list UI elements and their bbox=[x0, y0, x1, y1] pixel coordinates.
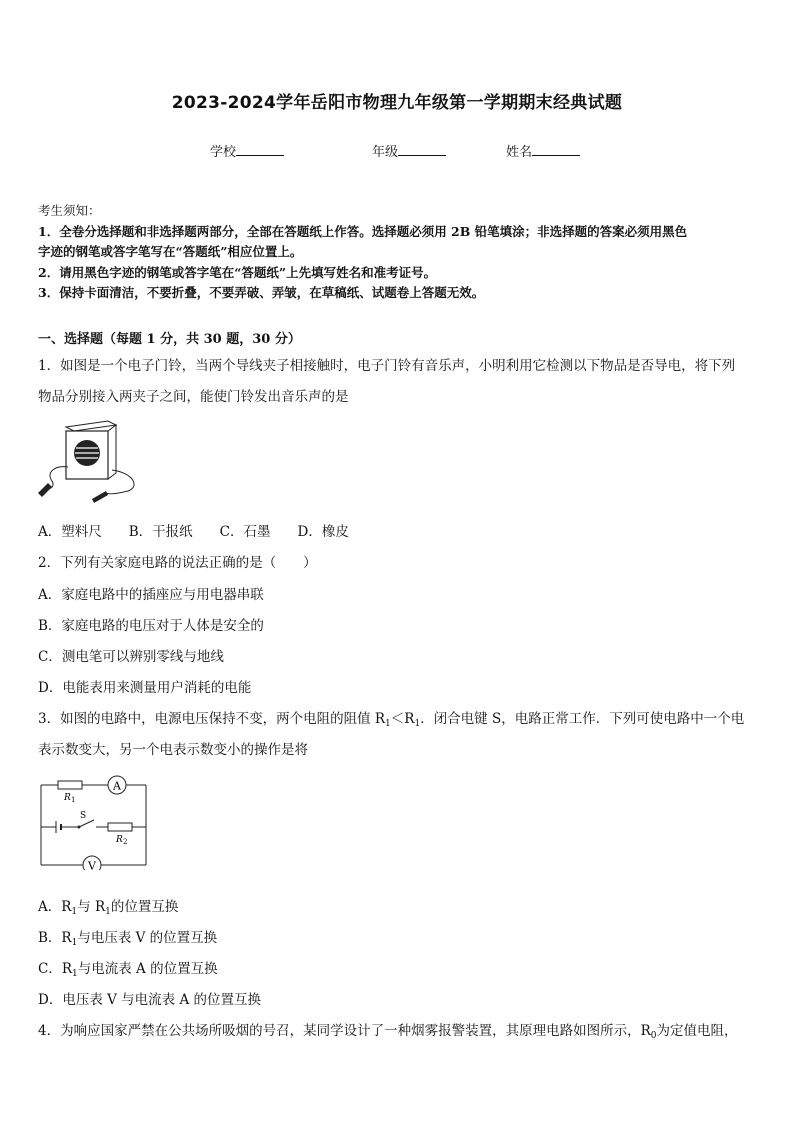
r1-sub-label: 1 bbox=[71, 796, 76, 804]
grade-field bbox=[372, 141, 446, 160]
q3-option-b: B．$R_1$与电压表 V 的位置互换 bbox=[38, 930, 218, 948]
q3-stem-sub2: 1 bbox=[414, 719, 421, 729]
q4-stem-line1 bbox=[38, 1019, 760, 1041]
school-label: 学校 bbox=[210, 145, 237, 160]
r2-sub-label: 2 bbox=[123, 838, 128, 846]
q3-stem-part2: ＜R bbox=[390, 711, 415, 727]
section-heading: 一、选择题（每题 1 分，共 30 题，30 分） bbox=[38, 332, 301, 347]
q3-option-c: C．$R_1$与电流表 A 的位置互换 bbox=[38, 961, 218, 979]
switch-label: S bbox=[80, 811, 87, 821]
q1-options: A．塑料尺 B．干报纸 C．石墨 D．橡皮 bbox=[38, 524, 349, 540]
page-title: 2023-2024学年岳阳市物理九年级第一学期期末经典试题 bbox=[171, 93, 623, 113]
notice-item-1-cont: 字迹的钢笔或答字笔写在“答题纸”相应位置上。 bbox=[38, 244, 303, 259]
q2-stem: 2．下列有关家庭电路的说法正确的是（ ） bbox=[38, 555, 317, 571]
q3-stem-part3: ．闭合电键 S，电路正常工作．下列可使电路中一个电 bbox=[420, 711, 745, 727]
q3-option-a: A．$R_1$与 $R_1$的位置互换 bbox=[38, 899, 179, 917]
q3-option-d: D．电压表 V 与电流表 A 的位置互换 bbox=[38, 992, 261, 1008]
notice-heading: 考生须知： bbox=[38, 203, 101, 218]
notice-block bbox=[38, 201, 758, 304]
circuit-figure bbox=[36, 770, 152, 870]
school-blank bbox=[236, 143, 284, 156]
r2-label: R bbox=[116, 835, 123, 845]
notice-item-1: 1．全卷分选择题和非选择题两部分，全部在答题纸上作答。选择题必须用 2B 铅笔填涂；非选择题的答案必须用黑色 bbox=[38, 223, 688, 239]
q2-option-b: B．家庭电路的电压对于人体是安全的 bbox=[38, 618, 264, 634]
grade-label: 年级 bbox=[372, 145, 399, 160]
notice-item-3: 3．保持卡面清洁，不要折叠，不要弄破、弄皱，在草稿纸、试题卷上答题无效。 bbox=[38, 285, 485, 300]
q1-stem-line1: 1．如图是一个电子门铃，当两个导线夹子相接触时，电子门铃有音乐声，小明利用它检测以下物品是否导电，将下列 bbox=[38, 358, 736, 374]
q3-stem-part1: 3．如图的电路中，电源电压保持不变，两个电阻的阻值 R bbox=[38, 711, 386, 727]
q4-stem-part2: 为定值电阻， bbox=[656, 1023, 738, 1039]
q3-stem-line2: 表示数变大，另一个电表示数变小的操作是将 bbox=[38, 742, 308, 758]
q4-stem-part1: 4．为响应国家严禁在公共场所吸烟的号召，某同学设计了一种烟雾报警装置，其原理电路如图所示，R bbox=[38, 1023, 651, 1039]
grade-blank bbox=[398, 143, 446, 156]
q3-stem-line1 bbox=[38, 707, 760, 729]
q3-stem-sub1: 1 bbox=[385, 719, 391, 729]
q4-stem-sub0: 0 bbox=[650, 1031, 657, 1041]
name-label: 姓名 bbox=[506, 145, 533, 160]
school-field bbox=[210, 141, 284, 160]
name-field bbox=[506, 141, 580, 160]
q2-option-a: A．家庭电路中的插座应与用电器串联 bbox=[38, 587, 264, 603]
name-blank bbox=[532, 143, 580, 156]
q1-stem-line2: 物品分别接入两夹子之间，能使门铃发出音乐声的是 bbox=[38, 389, 349, 405]
voltmeter-label: V bbox=[88, 859, 96, 870]
doorbell-figure bbox=[36, 415, 146, 505]
r1-label: R bbox=[64, 793, 71, 803]
notice-item-2: 2．请用黑色字迹的钢笔或答字笔在“答题纸”上先填写姓名和准考证号。 bbox=[38, 264, 437, 280]
q2-option-c: C．测电笔可以辨别零线与地线 bbox=[38, 649, 224, 665]
ammeter-label: A bbox=[113, 779, 121, 793]
q2-option-d: D．电能表用来测量用户消耗的电能 bbox=[38, 680, 252, 696]
